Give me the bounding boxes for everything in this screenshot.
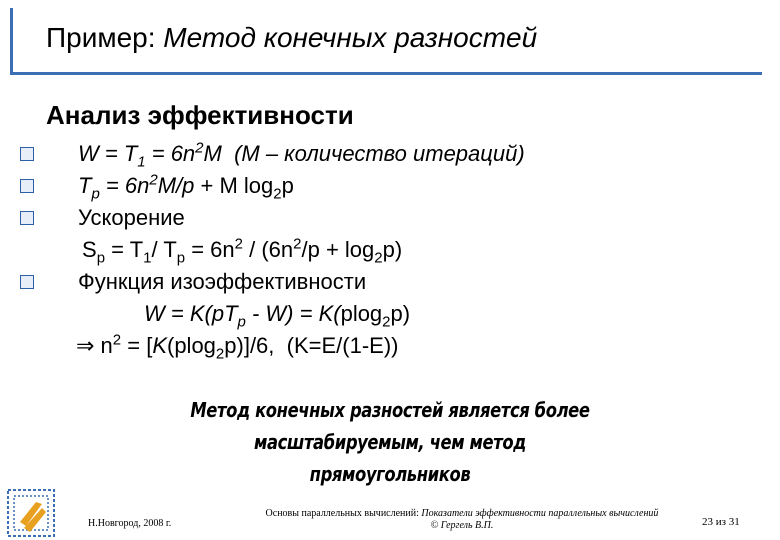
footer-course-topic: Показатели эффективности параллельных вычислений (421, 508, 659, 519)
footer-location: Н.Новгород, 2008 г. (88, 518, 172, 529)
section-heading: Анализ эффективности (46, 100, 354, 130)
conclusion-line-1: Метод конечных разностей является более масштабируемым, чем метод (190, 398, 590, 454)
bullet-icon (20, 275, 34, 289)
bullet-1-text: $W = T_1 = 6n^2M$ (M – количество итераций) (78, 139, 525, 171)
speedup-formula: $S_p = T_1/$ $T_p = 6n^2 / (6n^2/p + \log_2p)$ (82, 235, 403, 267)
bullet-icon (20, 211, 34, 225)
conclusion-line-2: прямоугольников (309, 462, 471, 486)
isoefficiency-formula: $W = K(pT_p - W) = K(plog_2p)$ (144, 301, 411, 331)
footer-course-prefix: Основы параллельных вычислений: (265, 508, 419, 519)
university-logo-icon (6, 488, 56, 538)
bullet-icon (20, 147, 34, 161)
title-accent-bar (10, 8, 13, 74)
bullet-2-text: $T_p = 6n^2M/p + M$ $\log_2p$ (78, 171, 294, 203)
title-main: Метод конечных разностей (163, 22, 538, 53)
page-number: 23 из 31 (702, 516, 740, 528)
footer-course (256, 508, 668, 540)
title-underline (10, 72, 762, 75)
bullet-3-text: Ускорение (78, 205, 185, 230)
bullet-4-text: Функция изоэффективности (78, 269, 367, 294)
slide-title (46, 22, 537, 54)
conclusion-text (103, 394, 677, 490)
footer-author: © Гергель В.П. (430, 520, 494, 531)
title-prefix: Пример: (46, 22, 156, 53)
bullet-icon (20, 179, 34, 193)
n-squared-formula: ⇒ $n^2 = [K(plog_2p)]/6$, (K=E/(1-E)) (76, 331, 399, 363)
